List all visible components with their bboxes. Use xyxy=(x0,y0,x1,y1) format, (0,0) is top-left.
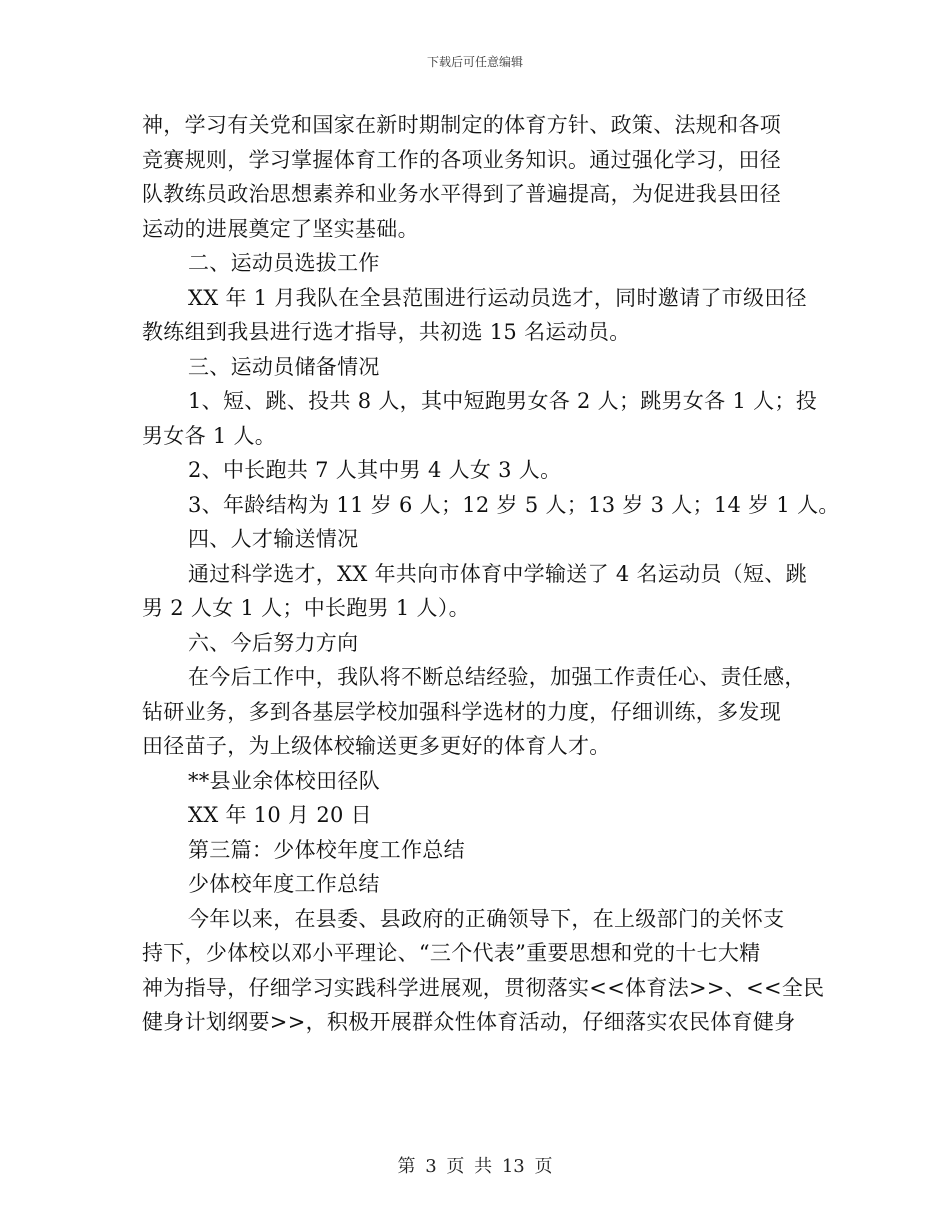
text-line: 健身计划纲要>>，积极开展群众性体育活动，仔细落实农民体育健身 xyxy=(142,1010,796,1034)
chapter-title: 第三篇：少体校年度工作总结 xyxy=(188,837,465,862)
section-heading: 四、人才输送情况 xyxy=(188,527,359,551)
text-line: 2、中长跑共 7 人其中男 4 人女 3 人。 xyxy=(188,458,562,482)
text-line: 男女各 1 人。 xyxy=(142,423,277,448)
text-line: 神，学习有关党和国家在新时期制定的体育方针、政策、法规和各项 xyxy=(142,113,781,137)
text-line: 3、年龄结构为 11 岁 6 人；12 岁 5 人；13 岁 3 人；14 岁 1 人。 xyxy=(188,492,840,517)
document-body xyxy=(142,108,840,1040)
text-line: 在今后工作中，我队将不断总结经验，加强工作责任心、责任感， xyxy=(188,665,806,689)
text-line: 教练组到我县进行选才指导，共初选 15 名运动员。 xyxy=(142,320,631,344)
section-heading: 二、运动员选拔工作 xyxy=(188,251,380,275)
section-heading: 三、运动员储备情况 xyxy=(188,354,380,379)
signature-date: XX 年 10 月 20 日 xyxy=(188,803,372,827)
section-heading: 六、今后努力方向 xyxy=(188,630,359,655)
text-line: 队教练员政治思想素养和业务水平得到了普遍提高，为促进我县田径 xyxy=(142,182,781,206)
text-line: XX 年 1 月我队在全县范围进行运动员选才，同时邀请了市级田径 xyxy=(188,285,807,310)
text-line: 竞赛规则，学习掌握体育工作的各项业务知识。通过强化学习，田径 xyxy=(142,147,781,172)
text-line: 神为指导，仔细学习实践科学进展观，贯彻落实<<体育法>>、<<全民 xyxy=(142,975,825,1000)
text-line: 持下，少体校以邓小平理论、“三个代表”重要思想和党的十七大精 xyxy=(142,941,761,965)
text-line: 1、短、跳、投共 8 人，其中短跑男女各 2 人；跳男女各 1 人；投 xyxy=(188,389,817,413)
page-header-note: 下载后可任意编辑 xyxy=(426,55,523,69)
page-number: 第 3 页 共 13 页 xyxy=(397,1156,553,1177)
text-line: 今年以来，在县委、县政府的正确领导下，在上级部门的关怀支 xyxy=(188,906,785,931)
document-title: 少体校年度工作总结 xyxy=(188,872,380,896)
text-line: 运动的进展奠定了坚实基础。 xyxy=(142,216,419,241)
text-line: 田径苗子，为上级体校输送更多更好的体育人才。 xyxy=(142,734,611,758)
text-line: 钻研业务，多到各基层学校加强科学选材的力度，仔细训练，多发现 xyxy=(142,699,781,724)
text-line: 通过科学选才，XX 年共向市体育中学输送了 4 名运动员（短、跳 xyxy=(188,561,807,586)
text-line: 男 2 人女 1 人；中长跑男 1 人）。 xyxy=(142,596,470,620)
signature-org: **县业余体校田径队 xyxy=(188,768,380,793)
